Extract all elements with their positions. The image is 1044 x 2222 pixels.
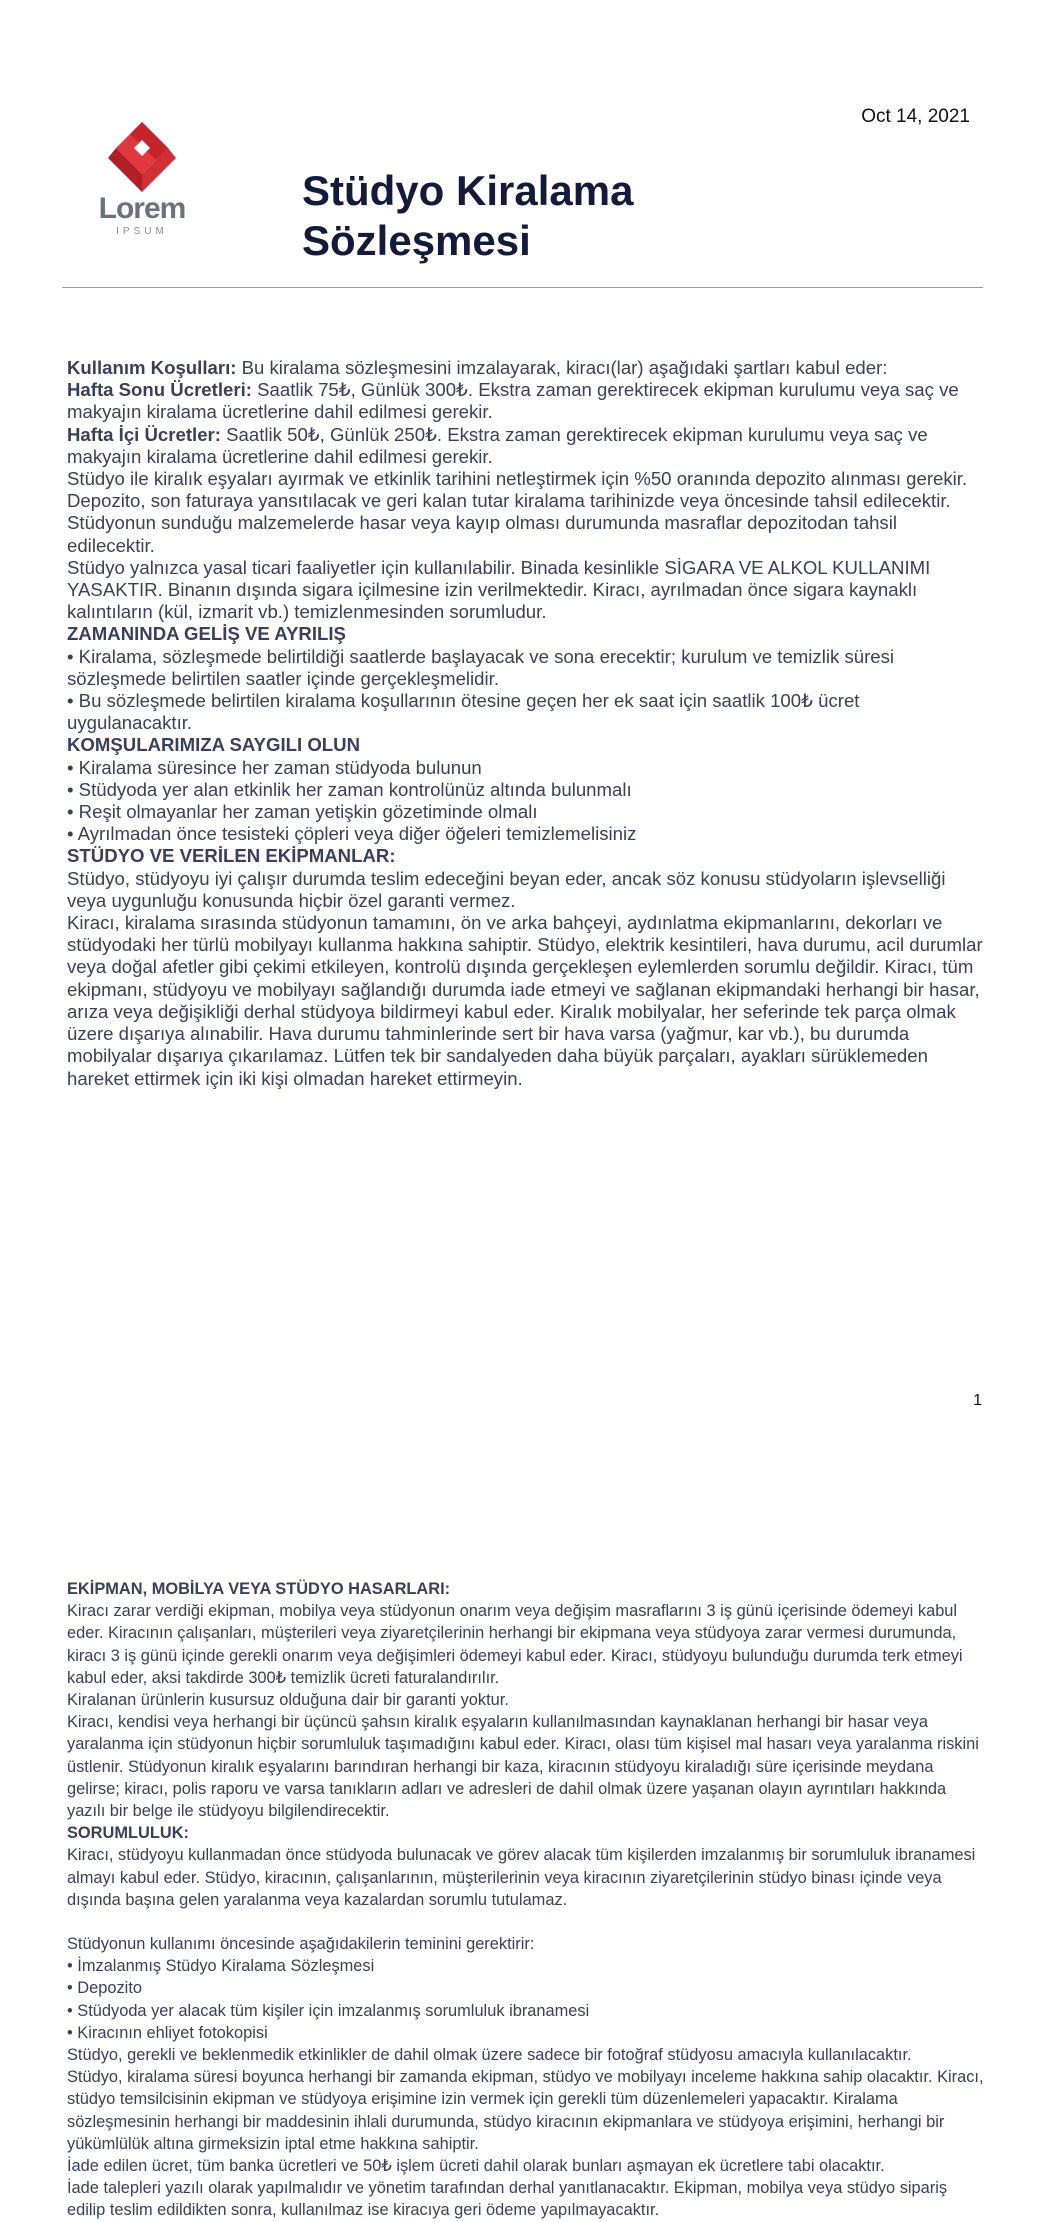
refund-fee-paragraph: İade edilen ücret, tüm banka ücretleri ve 50₺ işlem ücreti dahil olarak bunları aşmayan ek ücretlere tabi olacaktır. — [67, 2157, 885, 2176]
list-item: • İmzalanmış Stüdyo Kiralama Sözleşmesi — [67, 1957, 375, 1976]
page-2-body — [67, 1578, 987, 2222]
responsibility-paragraph: Kiracı, stüdyoyu kullanmadan önce stüdyoda bulunacak ve görev alacak tüm kişilerden imzalanmış bir sorumluluk ibranamesi almayı kabul eder. Stüdyo, kiracının, çalışanlarının, müşterilerinin veya kiracının ziyaretçilerinin stüdyo binası içinde veya dışında başına gelen yaralanma veya kazalardan sorumlu tutulamaz. — [67, 1846, 976, 1909]
usage-paragraph: Stüdyo yalnızca yasal ticari faaliyetler için kullanılabilir. Binada kesinlikle SİGARA VE ALKOL KULLANIMI YASAKTIR. Binanın dışında sigara içilmesine izin verilmektedir. Kiracı, ayrılmadan önce sigara kaynaklı kalıntıların (kül, izmarit vb.) temizlenmesinden sorumludur. — [67, 556, 931, 623]
weekend-rates-text: Saatlik 75₺, Günlük 300₺. Ekstra zaman gerektirecek ekipman kurulumu veya saç ve makyajın kiralama ücretlerine dahil edilmesi gerekir. — [67, 379, 959, 423]
deposit-paragraph: Stüdyo ile kiralık eşyaları ayırmak ve etkinlik tarihini netleştirmek için %50 oranında depozito alınması gerekir. Depozito, son faturaya yansıtılacak ve geri kalan tutar kiralama tarihinizde veya öncesinde tahsil edilecektir. Stüdyonun sunduğu malzemelerde hasar veya kayıp olması durumunda masraflar depozitodan tahsil edilecektir. — [67, 468, 968, 556]
list-item: • Kiralama süresince her zaman stüdyoda bulunun — [67, 756, 482, 778]
page-number: 1 — [973, 1392, 982, 1409]
list-item: • Stüdyoda yer alacak tüm kişiler için imzalanmış sorumluluk ibranamesi — [67, 2001, 590, 2020]
document-title: Stüdyo Kiralama Sözleşmesi — [302, 167, 634, 264]
list-item: • Ayrılmadan önce tesisteki çöpleri veya diğer öğeleri temizlemelisiniz — [67, 823, 637, 845]
weekday-rates-paragraph — [67, 424, 987, 468]
section-heading: SORUMLULUK: — [67, 1824, 190, 1843]
section-heading: ZAMANINDA GELİŞ VE AYRILIŞ — [67, 623, 346, 645]
company-logo — [98, 118, 198, 248]
warranty-paragraph: Stüdyo, stüdyoyu iyi çalışır durumda teslim edeceğini beyan eder, ancak söz konusu stüdyoların işlevselliği veya uygunluğu konusunda hiçbir özel garanti vermez. — [67, 867, 946, 911]
weekday-rates-label: Hafta İçi Ücretler: — [67, 423, 221, 445]
terms-text: Bu kiralama sözleşmesini imzalayarak, kiracı(lar) aşağıdaki şartları kabul eder: — [236, 357, 888, 378]
list-item: • Stüdyoda yer alan etkinlik her zaman kontrolünüz altında bulunmalı — [67, 778, 632, 800]
logo-mark-icon — [98, 118, 186, 194]
no-warranty-paragraph: Kiralanan ürünlerin kusursuz olduğuna dair bir garanti yoktur. — [67, 1691, 509, 1710]
equipment-paragraph: Kiracı, kiralama sırasında stüdyonun tamamını, ön ve arka bahçeyi, aydınlatma ekipmanlarını, dekorları ve stüdyodaki her türlü mobilyayı kullanma hakkına sahiptir. Stüdyo, elektrik kesintileri, hava durumu, acil durumlar veya doğal afetler gibi çekimi etkileyen, kontrolü dışında gerçekleşen eylemlerden sorumlu değildir. Kiracı, tüm ekipmanı, stüdyoyu ve mobilyayı sağlandığı durumda iade etmeyi ve sağlanan ekipmandaki herhangi bir hasar, arıza veya değişikliği derhal stüdyoya bildirmeyi kabul eder. Kiralık mobilyalar, her seferinde tek parça olmak üzere dışarıya alınabilir. Hava durumu tahminlerinde sert bir hava varsa (yağmur, kar vb.), bu durumda mobilyalar dışarıya çıkarılamaz. Lütfen tek bir sandalyeden daha büyük parçaları, ayakları sürüklemeden hareket ettirmek için iki kişi olmadan hareket ettirmeyin. — [67, 912, 983, 1089]
list-item: • Kiracının ehliyet fotokopisi — [67, 2023, 268, 2042]
weekend-rates-label: Hafta Sonu Ücretleri: — [67, 379, 252, 401]
logo-subtitle: IPSUM — [116, 226, 168, 237]
damage-paragraph: Kiracı zarar verdiği ekipman, mobilya veya stüdyonun onarım veya değişim masraflarını 3 iş günü içerisinde ödemeyi kabul eder. Kiracının çalışanları, müşterileri veya ziyaretçilerinin herhangi bir ekipmana veya stüdyoya zarar vermesi durumunda, kiracı 3 iş günü içinde gerekli onarım veya değişimleri ödemeyi kabul eder. Kiracı, stüdyoyu bulunduğu durumda terk etmeyi kabul eder, aksi takdirde 300₺ temizlik ücreti faturalandırılır. — [67, 1602, 963, 1687]
section-heading: EKİPMAN, MOBİLYA VEYA STÜDYO HASARLARI: — [67, 1580, 451, 1598]
page-1-body — [67, 357, 987, 1090]
list-item: • Depozito — [67, 1979, 142, 1998]
section-heading: STÜDYO VE VERİLEN EKİPMANLAR: — [67, 845, 396, 867]
liability-paragraph: Kiracı, kendisi veya herhangi bir üçüncü şahsın kiralık eşyaların kullanılmasından kaynaklanan herhangi bir hasar veya yaralanma için stüdyonun hiçbir sorumluluk taşımadığını kabul eder. Kiracı, olası tüm kişisel mal hasarı veya yaralanma riskini üstlenir. Stüdyonun kiralık eşyalarını barındıran herhangi bir kaza, kiracının stüdyoyu kiraladığı süre içerisinde meydana gelirse; kiracı, polis raporu ve varsa tanıkların adları ve adresleri de dahil olmak üzere yaşanan olayın ayrıntıları hakkında yazılı bir belge ile stüdyoyu bilgilendirecektir. — [67, 1713, 979, 1821]
purpose-paragraph: Stüdyo, gerekli ve beklenmedik etkinlikler de dahil olmak üzere sadece bir fotoğraf stüdyosu amacıyla kullanılacaktır. — [67, 2046, 912, 2065]
terms-paragraph — [67, 357, 987, 379]
weekday-rates-text: Saatlik 50₺, Günlük 250₺. Ekstra zaman gerektirecek ekipman kurulumu veya saç ve makyajın kiralama ücretlerine dahil edilmesi gerekir. — [67, 423, 928, 467]
list-item: • Kiralama, sözleşmede belirtildiği saatlerde başlayacak ve sona erecektir; kurulum ve temizlik süresi sözleşmede belirtilen saatler içinde gerçekleşmelidir. — [67, 645, 895, 689]
requirements-paragraph: Stüdyonun kullanımı öncesinde aşağıdakilerin teminini gerektirir: — [67, 1935, 535, 1954]
paragraph-spacer — [67, 1911, 987, 1933]
document-date: Oct 14, 2021 — [861, 106, 970, 127]
refund-request-paragraph: İade talepleri yazılı olarak yapılmalıdır ve yönetim tarafından derhal yanıtlanacaktır. Ekipman, mobilya veya stüdyo sipariş edilip teslim edildikten sonra, kullanılmaz ise kiracıya geri ödeme yapılmayacaktır. — [67, 2179, 948, 2220]
header-divider — [62, 287, 983, 288]
logo-wordmark: Lorem — [98, 192, 186, 225]
weekend-rates-paragraph — [67, 379, 987, 423]
list-item: • Reşit olmayanlar her zaman yetişkin gözetiminde olmalı — [67, 801, 538, 823]
inspection-paragraph: Stüdyo, kiralama süresi boyunca herhangi bir zamanda ekipman, stüdyo ve mobilyayı inceleme hakkına sahip olacaktır. Kiracı, stüdyo temsilcisinin ekipman ve stüdyoya erişimine izin vermek için gerekli tüm düzenlemeleri yapacaktır. Kiralama sözleşmesinin herhangi bir maddesinin ihlali durumunda, stüdyo kiracının ekipmanlara ve stüdyoya erişimini, herhangi bir yükümlülük altına girmeksizin iptal etme hakkına sahiptir. — [67, 2068, 984, 2153]
section-heading: KOMŞULARIMIZA SAYGILI OLUN — [67, 734, 361, 756]
terms-label: Kullanım Koşulları: — [67, 357, 237, 378]
list-item: • Bu sözleşmede belirtilen kiralama koşullarının ötesine geçen her ek saat için saatlik 100₺ ücret uygulanacaktır. — [67, 690, 860, 734]
